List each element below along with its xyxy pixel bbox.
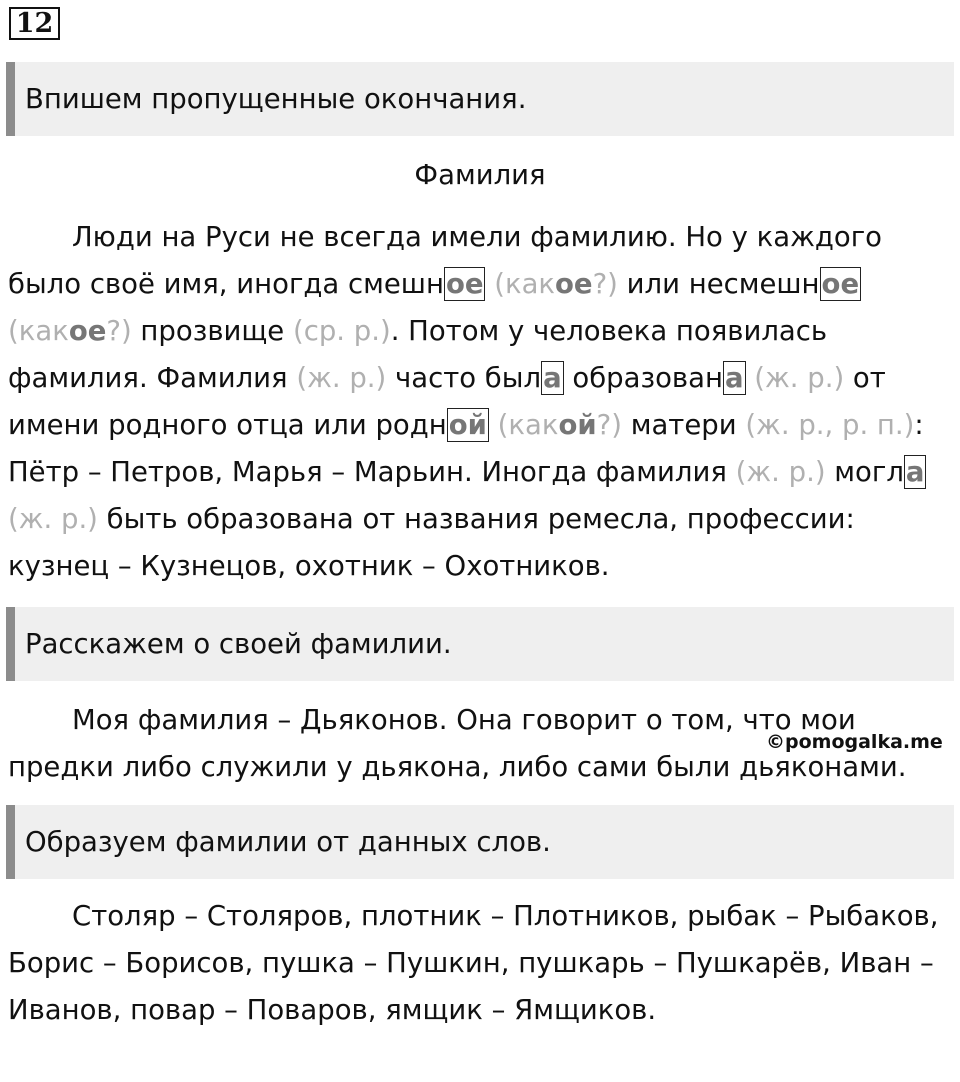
surname-text: Моя фамилия – Дьяконов. Она говорит о том, что мои предки либо служили у дьякона, либо сами были дьяконами. <box>8 704 907 783</box>
grammar-hint: (ж. р.) <box>296 362 387 394</box>
grammar-hint: (ж. р.) <box>8 503 98 535</box>
heading-text: Впишем пропущенные окончания. <box>25 83 527 115</box>
question-ending: ой <box>558 409 597 441</box>
grammar-hint: (ж. р., р. п.) <box>745 409 915 441</box>
story-segment: образован <box>563 362 723 394</box>
story-paragraph <box>8 214 952 590</box>
story-segment: Люди на Руси не всегда имели фамилию. Но у каждого было своё имя, иногда смешн <box>8 221 882 300</box>
story-segment: или несмешн <box>617 268 820 300</box>
section-heading-form-surnames <box>6 805 954 879</box>
inserted-ending: ой <box>448 409 487 441</box>
story-segment: быть образована от названия ремесла, профессии: кузнец – Кузнецов, охотник – Охотников. <box>8 503 855 582</box>
story-segment: матери <box>621 409 746 441</box>
heading-text: Расскажем о своей фамилии. <box>25 628 452 660</box>
grammar-hint: (ср. р.) <box>292 315 391 347</box>
story-segment: прозвище <box>131 315 293 347</box>
section-heading-endings <box>6 62 954 136</box>
surnames-paragraph <box>8 893 952 1034</box>
grammar-hint: ?) <box>596 409 622 441</box>
inserted-ending: ое <box>821 268 860 300</box>
story-segment: . Потом у человека появилась фамилия. Фамилия <box>8 315 828 394</box>
task-number: 12 <box>9 7 60 40</box>
inserted-ending: ое <box>445 268 484 300</box>
story-segment: : Пётр – Петров, Марья – Марьин. Иногда фамилия <box>8 409 924 488</box>
inserted-ending: а <box>905 456 925 488</box>
section-heading-own-surname <box>6 607 954 681</box>
grammar-hint: (ж. р.) <box>754 362 845 394</box>
heading-text: Образуем фамилии от данных слов. <box>25 826 551 858</box>
grammar-hint: (ж. р.) <box>735 456 826 488</box>
grammar-hint: ?) <box>106 315 132 347</box>
grammar-hint: ?) <box>592 268 618 300</box>
grammar-hint: (как <box>8 315 69 347</box>
story-segment <box>746 362 755 394</box>
grammar-hint: (как <box>488 409 559 441</box>
text-title: Фамилия <box>414 159 546 191</box>
question-ending: ое <box>555 268 593 300</box>
surnames-text: Столяр – Столяров, плотник – Плотников, рыбак – Рыбаков, Борис – Борисов, пушка – Пушкин, пушкарь – Пушкарёв, Иван – Иванов, повар – Поваров, ямщик – Ямщиков. <box>8 900 939 1026</box>
story-segment: могл <box>825 456 904 488</box>
story-text <box>8 214 952 590</box>
inserted-ending: а <box>543 362 562 394</box>
story-segment: часто был <box>386 362 542 394</box>
inserted-ending: а <box>724 362 744 394</box>
question-ending: ое <box>68 315 107 347</box>
grammar-hint: (как <box>485 268 556 300</box>
story-segment: от имени родного отца или родн <box>8 362 886 441</box>
watermark: ©pomogalka.me <box>766 731 943 753</box>
